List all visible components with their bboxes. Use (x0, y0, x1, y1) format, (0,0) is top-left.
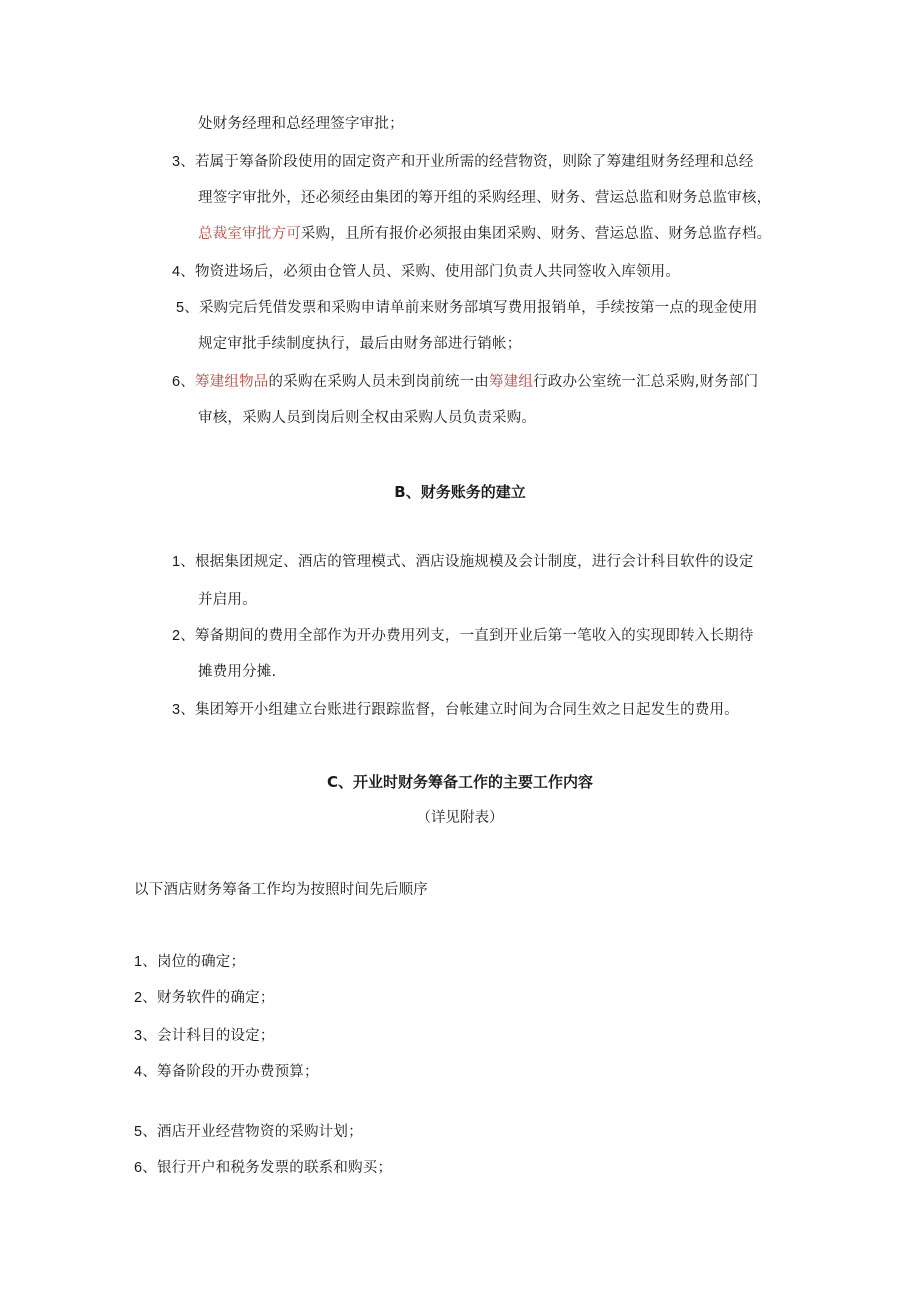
item3-line1: 3、若属于筹备阶段使用的固定资产和开业所需的经营物资，则除了筹建组财务经理和总经 (172, 154, 754, 170)
item4-number: 4、 (172, 264, 195, 280)
list-item: 3、会计科目的设定； (134, 1028, 275, 1044)
list-item: 2、财务软件的确定； (134, 990, 275, 1006)
highlight-text: 筹建组 (488, 374, 534, 390)
item3-number: 3、 (172, 154, 195, 170)
item5-number: 5、 (176, 300, 199, 316)
item3-line2: 理签字审批外，还必须经由集团的筹开组的采购经理、财务、营运总监和财务总监审核， (198, 190, 772, 206)
section-b-title: B、财务账务的建立 (394, 483, 526, 501)
list-item: 6、银行开户和税务发票的联系和购买； (134, 1160, 393, 1176)
list-item: 1、岗位的确定； (134, 954, 246, 970)
item6-line2: 审核，采购人员到岗后则全权由采购人员负责采购。 (198, 410, 537, 426)
b-item1-line1: 1、根据集团规定、酒店的管理模式、酒店设施规模及会计制度，进行会计科目软件的设定 (172, 554, 754, 570)
item3-line3: 总裁室审批方可采购，且所有报价必须报由集团采购、财务、营运总监、财务总监存档。 (198, 226, 772, 242)
b-item2-line2: 摊费用分摊. (198, 664, 277, 680)
b-item1-line2: 并启用。 (198, 592, 257, 608)
highlight-text: 总裁室审批方可 (198, 226, 301, 242)
list-item: 4、筹备阶段的开办费预算； (134, 1064, 319, 1080)
section-c-intro: 以下酒店财务筹备工作均为按照时间先后顺序 (134, 882, 428, 898)
item5-line1: 5、采购完后凭借发票和采购申请单前来财务部填写费用报销单，手续按第一点的现金使用 (176, 300, 758, 316)
item6-number: 6、 (172, 374, 195, 390)
b-item3-line1: 3、集团筹开小组建立台账进行跟踪监督，台帐建立时间为合同生效之日起发生的费用。 (172, 702, 739, 718)
section-c-note: （详见附表） (416, 810, 504, 826)
b-item2-line1: 2、筹备期间的费用全部作为开办费用列支，一直到开业后第一笔收入的实现即转入长期待 (172, 628, 754, 644)
item4-line1: 4、物资进场后，必须由仓管人员、采购、使用部门负责人共同签收入库领用。 (172, 264, 681, 280)
item6-line1: 6、筹建组物品的采购在采购人员未到岗前统一由筹建组行政办公室统一汇总采购,财务部门 (172, 374, 759, 390)
highlight-text: 筹建组物品 (194, 374, 269, 390)
item2-continuation: 处财务经理和总经理签字审批； (198, 116, 404, 132)
list-item: 5、酒店开业经营物资的采购计划； (134, 1124, 363, 1140)
item5-line2: 规定审批手续制度执行，最后由财务部进行销帐； (198, 336, 522, 352)
section-c-title: C、开业时财务筹备工作的主要工作内容 (326, 773, 593, 791)
